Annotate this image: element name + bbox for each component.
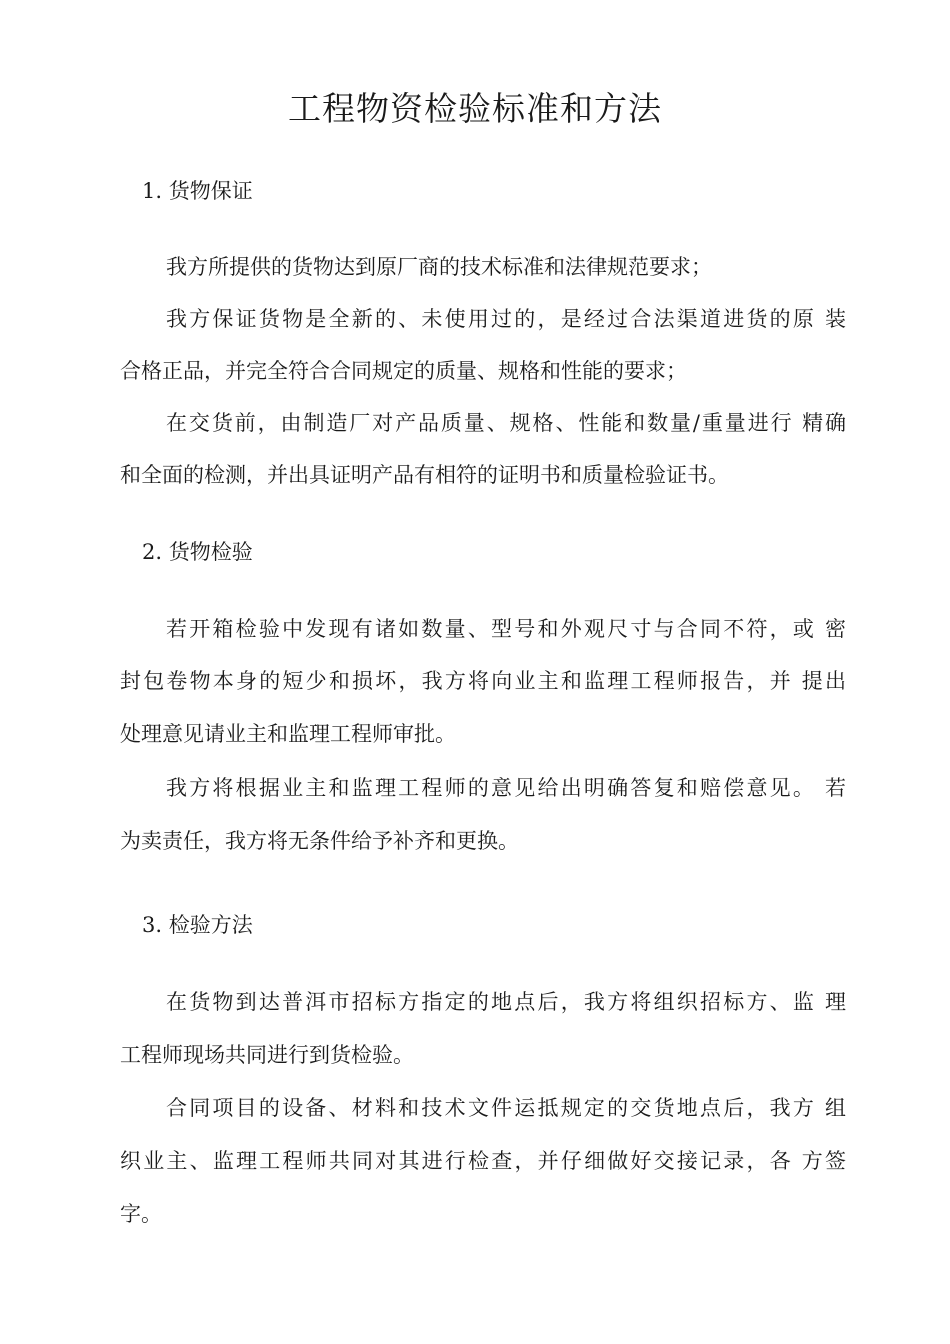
section-heading: 1. 货物保证: [142, 179, 253, 203]
paragraph-line: 若开箱检验中发现有诸如数量、型号和外观尺寸与合同不符，或 密: [166, 617, 846, 641]
section-heading: 2. 货物检验: [142, 540, 253, 564]
paragraph-line: 工程师现场共同进行到货检验。: [120, 1043, 414, 1067]
paragraph-line: 在交货前，由制造厂对产品质量、规格、性能和数量/重量进行 精确: [166, 411, 846, 435]
paragraph-line: 和全面的检测，并出具证明产品有相符的证明书和质量检验证书。: [120, 463, 729, 487]
paragraph-line: 织业主、监理工程师共同对其进行检查，并仔细做好交接记录，各 方签: [120, 1149, 846, 1173]
paragraph-line: 我方将根据业主和监理工程师的意见给出明确答复和赔偿意见。 若: [166, 776, 846, 800]
document-title: 工程物资检验标准和方法: [288, 89, 662, 128]
paragraph-line: 封包卷物本身的短少和损坏，我方将向业主和监理工程师报告，并 提出: [120, 669, 846, 693]
section-heading: 3. 检验方法: [142, 913, 253, 937]
paragraph-line: 为卖责任，我方将无条件给予补齐和更换。: [120, 829, 519, 853]
paragraph-line: 字。: [120, 1202, 162, 1226]
paragraph-line: 处理意见请业主和监理工程师审批。: [120, 722, 456, 746]
paragraph-line: 我方保证货物是全新的、未使用过的，是经过合法渠道进货的原 装: [166, 307, 846, 331]
paragraph-line: 合格正品，并完全符合合同规定的质量、规格和性能的要求；: [120, 359, 687, 383]
paragraph-line: 在货物到达普洱市招标方指定的地点后，我方将组织招标方、监 理: [166, 990, 846, 1014]
paragraph-line: 合同项目的设备、材料和技术文件运抵规定的交货地点后，我方 组: [166, 1096, 846, 1120]
paragraph-line: 我方所提供的货物达到原厂商的技术标准和法律规范要求；: [166, 255, 712, 279]
